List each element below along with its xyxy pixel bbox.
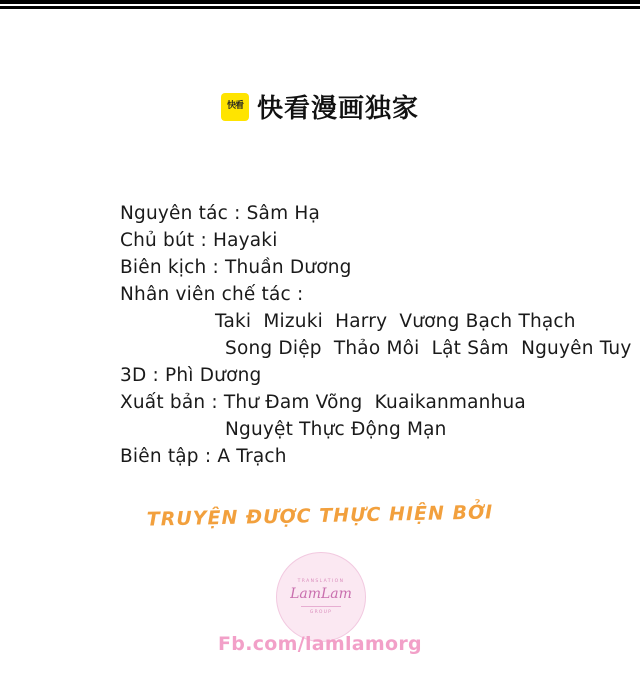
facebook-link[interactable]: Fb.com/lamlamorg: [218, 633, 422, 655]
credit-line: Nguyệt Thực Động Mạn: [225, 419, 447, 440]
credit-line: 3D : Phì Dương: [120, 365, 262, 386]
credit-line: Chủ bút : Hayaki: [120, 230, 278, 251]
credit-line: Biên tập : A Trạch: [120, 446, 287, 467]
credit-line: Nhân viên chế tác :: [120, 284, 304, 305]
publisher-logo-row: [0, 88, 640, 125]
credit-line: Nguyên tác : Sâm Hạ: [120, 203, 321, 224]
translation-group-stamp: [276, 552, 366, 642]
stamp-bottom-text: GROUP: [309, 610, 333, 615]
credits-block: [120, 200, 632, 470]
top-black-bar-upper: [0, 0, 640, 4]
stamp-top-text: TRANSLATION: [297, 579, 345, 584]
credit-line: Taki Mizuki Harry Vương Bạch Thạch: [215, 311, 576, 332]
kuaikan-badge-icon: 快看: [221, 93, 249, 121]
top-black-bar-lower: [0, 6, 640, 9]
publisher-title: 快看漫画独家: [256, 94, 419, 124]
credit-line: Xuất bản : Thư Đam Võng Kuaikanmanhua: [120, 392, 526, 413]
credit-line: Song Diệp Thảo Môi Lật Sâm Nguyên Tuy: [225, 338, 632, 359]
credit-line: Biên kịch : Thuần Dương: [120, 257, 352, 278]
stamp-divider: [301, 606, 341, 607]
stamp-group-name: LamLam: [290, 586, 352, 602]
translation-banner: TRUYỆN ĐƯỢC THỰC HIỆN BỞI: [146, 501, 494, 531]
